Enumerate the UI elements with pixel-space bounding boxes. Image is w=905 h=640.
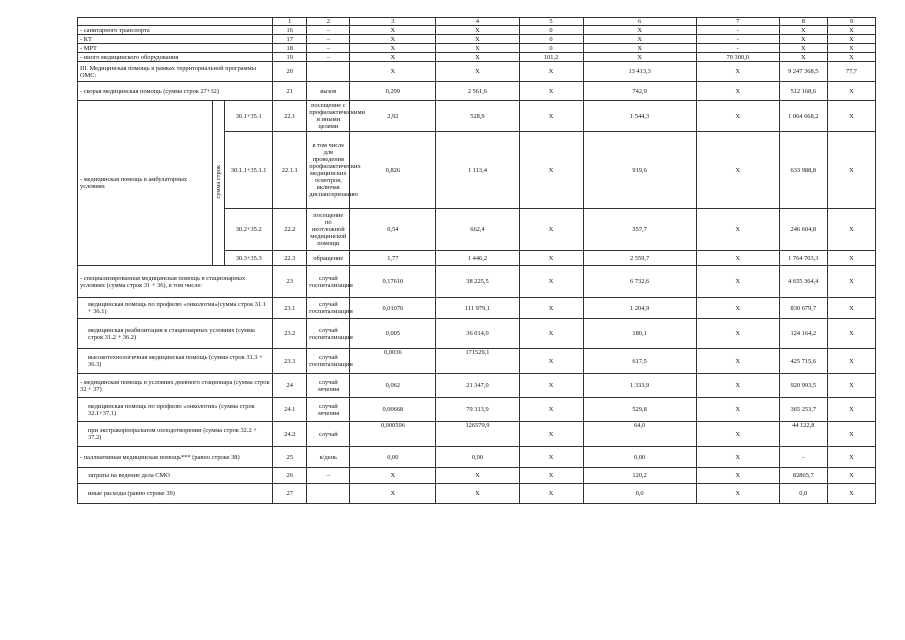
table-cell: 0: [519, 35, 583, 44]
row-label: - иного медицинского оборудования: [78, 53, 273, 62]
table-cell: X: [519, 251, 583, 266]
table-cell: 529,8: [583, 398, 696, 422]
table-cell: X: [827, 422, 875, 447]
table-cell: X: [519, 101, 583, 132]
table-cell: 920 993,5: [779, 374, 827, 398]
table-cell: X: [519, 349, 583, 374]
table-cell: X: [696, 132, 779, 209]
table-cell: X: [827, 447, 875, 468]
table-cell: 27: [273, 484, 307, 504]
table-cell: 44 122,8: [779, 422, 827, 447]
table-cell: 0,826: [350, 132, 436, 209]
table-cell: 77,7: [827, 62, 875, 82]
row-label: - санитарного транспорта: [78, 26, 273, 35]
table-cell: X: [519, 484, 583, 504]
row-label: - паллиативная медицинская помощь*** (равно строке 38): [78, 447, 273, 468]
table-row: [78, 26, 876, 35]
table-cell: 16: [273, 26, 307, 35]
table-cell: 171529,1: [436, 349, 519, 374]
table-cell: 1 544,3: [583, 101, 696, 132]
table-cell: 22.3: [273, 251, 307, 266]
table-cell: X: [827, 101, 875, 132]
header-cell: 8: [779, 18, 827, 26]
table-cell: X: [519, 319, 583, 349]
table-cell: X: [827, 53, 875, 62]
table-cell: 1 446,2: [436, 251, 519, 266]
table-cell: X: [350, 53, 436, 62]
table-cell: -: [696, 26, 779, 35]
table-row: [78, 374, 876, 398]
row-label: высокотехнологичная медицинская помощь (сумма строк 31.3 + 36.3): [78, 349, 273, 374]
table-cell: X: [827, 349, 875, 374]
table-cell: X: [436, 484, 519, 504]
table-cell: 0,062: [350, 374, 436, 398]
table-cell: случай госпитализации: [307, 319, 350, 349]
table-cell: X: [519, 82, 583, 101]
row-label: III. Медицинская помощь в рамках территориальной программы ОМС:: [78, 62, 273, 82]
table-cell: 23.3: [273, 349, 307, 374]
table-cell: 1 764 703,3: [779, 251, 827, 266]
table-cell: 23.2: [273, 319, 307, 349]
table-row: [78, 82, 876, 101]
table-cell: X: [696, 319, 779, 349]
table-cell: –: [307, 53, 350, 62]
table-cell: 24.1: [273, 398, 307, 422]
row-label: при экстракорпоральном оплодотворении (сумма строк 32.2 + 37.2): [78, 422, 273, 447]
table-cell: случай госпитализации: [307, 349, 350, 374]
table-row: [78, 319, 876, 349]
header-cell: 7: [696, 18, 779, 26]
table-row: [78, 447, 876, 468]
table-cell: X: [779, 44, 827, 53]
row-label: - МРТ: [78, 44, 273, 53]
table-cell: –: [307, 44, 350, 53]
table-cell: 0,005: [350, 319, 436, 349]
table-cell: X: [350, 484, 436, 504]
table-cell: X: [519, 298, 583, 319]
table-cell: случай госпитализации: [307, 298, 350, 319]
table-cell: X: [827, 26, 875, 35]
table-cell: 2,92: [350, 101, 436, 132]
table-cell: случай: [307, 422, 350, 447]
table-cell: X: [827, 209, 875, 251]
header-cell: [78, 18, 273, 26]
row-label: иные расходы (равно строке 39): [78, 484, 273, 504]
table-cell: X: [696, 349, 779, 374]
row-code: 30.1+35.1: [225, 101, 273, 132]
table-cell: 21 347,0: [436, 374, 519, 398]
table-cell: X: [696, 447, 779, 468]
table-cell: –: [307, 26, 350, 35]
table-cell: X: [350, 35, 436, 44]
table-cell: случай госпитализации: [307, 266, 350, 298]
table-cell: 1 064 668,2: [779, 101, 827, 132]
table-cell: X: [519, 422, 583, 447]
table-cell: X: [827, 298, 875, 319]
row-code: 30.1.1+35.1.1: [225, 132, 273, 209]
table-cell: 0,00: [436, 447, 519, 468]
table-cell: 2 561,6: [436, 82, 519, 101]
table-cell: 64,0: [583, 422, 696, 447]
table-cell: 1 204,9: [583, 298, 696, 319]
table-cell: 0: [519, 26, 583, 35]
table-cell: 9 247 368,5: [779, 62, 827, 82]
table-cell: 662,4: [436, 209, 519, 251]
table-cell: 1 113,4: [436, 132, 519, 209]
table-row: [78, 484, 876, 504]
table-cell: 124 164,2: [779, 319, 827, 349]
table-row: [78, 298, 876, 319]
table-cell: X: [696, 468, 779, 484]
table-cell: 425 715,6: [779, 349, 827, 374]
table-cell: 0,17610: [350, 266, 436, 298]
table-cell: 0,54: [350, 209, 436, 251]
table-cell: -: [696, 35, 779, 44]
table-cell: 0,000506: [350, 422, 436, 447]
table-cell: X: [519, 374, 583, 398]
table-row: [78, 398, 876, 422]
table-cell: X: [583, 44, 696, 53]
table-cell: посещение по неотложной медицинской помощи: [307, 209, 350, 251]
row-label: медицинская помощь по профилю «онкология» (сумма строк 32.1+37.1): [78, 398, 273, 422]
table-cell: X: [519, 398, 583, 422]
table-cell: X: [779, 35, 827, 44]
table-cell: X: [519, 447, 583, 468]
header-cell: 4: [436, 18, 519, 26]
table-cell: вызов: [307, 82, 350, 101]
table-cell: 101,2: [519, 53, 583, 62]
table-cell: X: [827, 374, 875, 398]
table-cell: в том числе для проведения профилактических медицинских осмотров, включая диспансеризацию: [307, 132, 350, 209]
table-cell: 365 253,7: [779, 398, 827, 422]
table-cell: 25: [273, 447, 307, 468]
table-cell: 19: [273, 53, 307, 62]
table-cell: 0,00668: [350, 398, 436, 422]
table-cell: 357,7: [583, 209, 696, 251]
table-cell: 512 168,6: [779, 82, 827, 101]
table-cell: 21: [273, 82, 307, 101]
table-cell: 111 979,1: [436, 298, 519, 319]
header-cell: 9: [827, 18, 875, 26]
table-cell: X: [827, 319, 875, 349]
table-cell: X: [696, 484, 779, 504]
table-cell: 0,01076: [350, 298, 436, 319]
table-cell: X: [696, 82, 779, 101]
table-cell: X: [827, 484, 875, 504]
table-cell: X: [350, 26, 436, 35]
header-cell: 2: [307, 18, 350, 26]
table-cell: 26: [273, 468, 307, 484]
table-cell: -: [696, 44, 779, 53]
table-cell: 126579,9: [436, 422, 519, 447]
table-cell: 1 333,9: [583, 374, 696, 398]
document-table: [77, 17, 876, 504]
table-cell: X: [436, 62, 519, 82]
row-label: - скорая медицинская помощь (сумма строк 27+32): [78, 82, 273, 101]
table-row: [78, 62, 876, 82]
table-row: [78, 468, 876, 484]
table-cell: 633 988,8: [779, 132, 827, 209]
table-cell: X: [696, 101, 779, 132]
table-cell: 120,2: [583, 468, 696, 484]
table-cell: X: [827, 35, 875, 44]
table-cell: 23: [273, 266, 307, 298]
table-cell: X: [827, 251, 875, 266]
table-cell: X: [696, 374, 779, 398]
table-cell: обращение: [307, 251, 350, 266]
table-cell: 22.2: [273, 209, 307, 251]
table-cell: X: [779, 53, 827, 62]
table-cell: X: [827, 468, 875, 484]
table-cell: 24.2: [273, 422, 307, 447]
table-cell: 0: [519, 44, 583, 53]
table-cell: 79 313,9: [436, 398, 519, 422]
table-cell: 742,9: [583, 82, 696, 101]
table-cell: 22.1.1: [273, 132, 307, 209]
table-cell: X: [696, 298, 779, 319]
table-cell: X: [696, 422, 779, 447]
table-cell: 4 655 364,4: [779, 266, 827, 298]
table-cell: X: [436, 468, 519, 484]
row-label: - специализированная медицинская помощь в стационарных условиях (сумма строк 31 + 36), в том числе:: [78, 266, 273, 298]
table-cell: X: [696, 251, 779, 266]
header-cell: 3: [350, 18, 436, 26]
table-cell: 2 559,7: [583, 251, 696, 266]
header-cell: 6: [583, 18, 696, 26]
table-cell: X: [583, 35, 696, 44]
row-label: затраты на ведение дела СМО: [78, 468, 273, 484]
table-cell: X: [519, 209, 583, 251]
table-cell: X: [519, 468, 583, 484]
table-cell: X: [350, 44, 436, 53]
table-cell: X: [827, 82, 875, 101]
table-row: [78, 101, 876, 132]
table-cell: X: [519, 62, 583, 82]
table-cell: 0,00: [350, 447, 436, 468]
table-cell: –: [307, 468, 350, 484]
table-cell: X: [436, 53, 519, 62]
table-cell: 70 300,0: [696, 53, 779, 62]
table-cell: 830 679,7: [779, 298, 827, 319]
table-cell: 36 014,0: [436, 319, 519, 349]
table-cell: случай лечения: [307, 374, 350, 398]
row-label: - медицинская помощь в условиях дневного стационара (сумма строк 32 + 37): [78, 374, 273, 398]
table-cell: 0,0: [583, 484, 696, 504]
header-cell: 1: [273, 18, 307, 26]
table-cell: X: [583, 53, 696, 62]
table-row: [78, 422, 876, 447]
table-cell: 82865,7: [779, 468, 827, 484]
table-cell: X: [350, 468, 436, 484]
table-row: [78, 53, 876, 62]
table-cell: 0,299: [350, 82, 436, 101]
table-cell: X: [519, 266, 583, 298]
table-cell: –: [307, 35, 350, 44]
table-cell: 0,0: [779, 484, 827, 504]
table-cell: X: [583, 26, 696, 35]
table-cell: X: [519, 132, 583, 209]
table-cell: 13 413,3: [583, 62, 696, 82]
table-row: [78, 349, 876, 374]
header-row: [78, 18, 876, 26]
row-label: медицинская реабилитация в стационарных условиях (сумма строк 31.2 + 36.2): [78, 319, 273, 349]
table-cell: 18: [273, 44, 307, 53]
table-cell: X: [436, 44, 519, 53]
table-row: [78, 35, 876, 44]
table-cell: [307, 484, 350, 504]
row-code: 30.2+35.2: [225, 209, 273, 251]
table-row: [78, 266, 876, 298]
table-cell: 38 225,5: [436, 266, 519, 298]
table-cell: X: [779, 26, 827, 35]
table-cell: X: [696, 62, 779, 82]
table-cell: посещение с профилактическими и иными целями: [307, 101, 350, 132]
table-cell: 6 732,6: [583, 266, 696, 298]
table-cell: X: [696, 209, 779, 251]
table-cell: X: [827, 44, 875, 53]
table-cell: -: [779, 447, 827, 468]
row-label: медицинская помощь по профилю «онкология»(сумма строк 31.1 + 36.1): [78, 298, 273, 319]
table-cell: 246 604,8: [779, 209, 827, 251]
table-cell: X: [827, 132, 875, 209]
table-cell: 17: [273, 35, 307, 44]
table-cell: 180,1: [583, 319, 696, 349]
table-cell: 0,0036: [350, 349, 436, 374]
table-cell: X: [827, 266, 875, 298]
table-cell: 23.1: [273, 298, 307, 319]
header-cell: 5: [519, 18, 583, 26]
table-cell: X: [827, 398, 875, 422]
table-cell: 919,6: [583, 132, 696, 209]
ambulatory-label: - медицинская помощь в амбулаторных условиях: [78, 101, 213, 266]
table-cell: случай лечения: [307, 398, 350, 422]
table-cell: 24: [273, 374, 307, 398]
table-cell: X: [696, 398, 779, 422]
row-label: - КТ: [78, 35, 273, 44]
table-cell: [307, 62, 350, 82]
table-cell: 0,00: [583, 447, 696, 468]
table-cell: X: [436, 35, 519, 44]
table-cell: X: [350, 62, 436, 82]
row-code: 30.3+35.3: [225, 251, 273, 266]
table-row: [78, 44, 876, 53]
table-cell: 1,77: [350, 251, 436, 266]
table-cell: 22.1: [273, 101, 307, 132]
table-cell: 20: [273, 62, 307, 82]
sum-rows-label: сумма строк: [213, 101, 225, 266]
table-cell: 617,5: [583, 349, 696, 374]
table-cell: X: [436, 26, 519, 35]
table-cell: X: [696, 266, 779, 298]
table-cell: 528,9: [436, 101, 519, 132]
table-cell: к/день: [307, 447, 350, 468]
